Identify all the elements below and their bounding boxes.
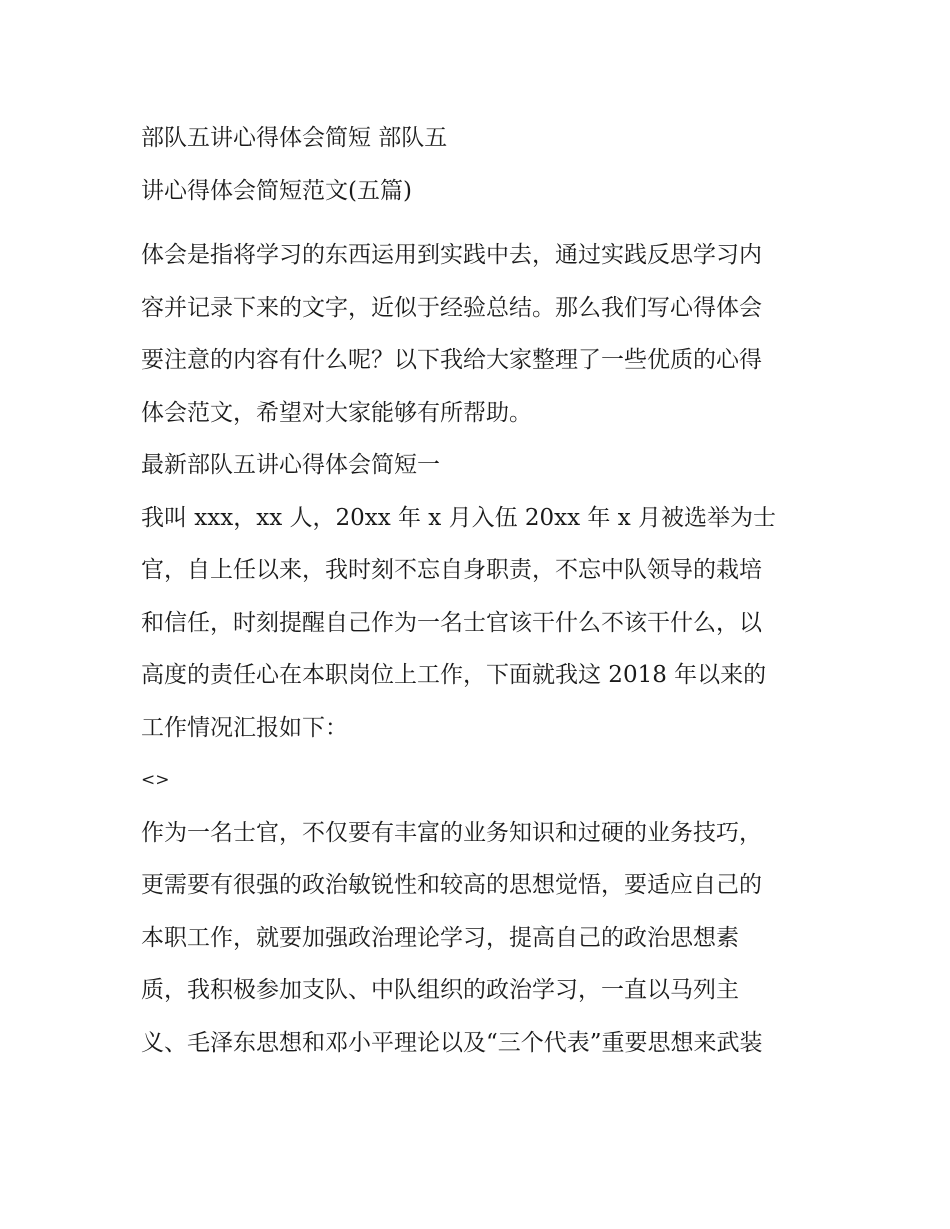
paragraph-line: 体会范文，希望对大家能够有所帮助。 <box>141 399 532 426</box>
section-heading: 最新部队五讲心得体会简短一 <box>141 452 440 478</box>
paragraph-line: 本职工作，就要加强政治理论学习，提高自己的政治思想素 <box>141 924 739 951</box>
paragraph-line: 要注意的内容有什么呢？以下我给大家整理了一些优质的心得 <box>141 347 762 373</box>
document-content <box>141 112 821 1069</box>
paragraph-line: 和信任，时刻提醒自己作为一名士官该干什么不该干什么，以 <box>141 609 762 636</box>
angle-brackets-line: <> <box>141 770 170 790</box>
paragraph-line: 作为一名士官，不仅要有丰富的业务知识和过硬的业务技巧， <box>141 819 762 846</box>
paragraph-line: 高度的责任心在本职岗位上工作，下面就我这 2018 年以来的 <box>141 662 767 688</box>
document-title <box>141 112 821 217</box>
paragraph-line: 质，我积极参加支队、中队组织的政治学习，一直以马列主 <box>141 977 739 1003</box>
paragraph-line: 我叫 xxx，xx 人，20xx 年 x 月入伍 20xx 年 x 月被选举为士 <box>141 504 777 531</box>
title-line: 讲心得体会简短范文(五篇) <box>141 177 412 204</box>
paragraph-line: 更需要有很强的政治敏锐性和较高的思想觉悟，要适应自己的 <box>141 872 762 898</box>
paragraph-line: 义、毛泽东思想和邓小平理论以及“三个代表”重要思想来武装 <box>141 1029 763 1056</box>
paragraph-line: 官，自上任以来，我时刻不忘自身职责，不忘中队领导的栽培 <box>141 557 762 583</box>
title-line: 部队五讲心得体会简短 部队五 <box>141 125 448 151</box>
paragraph-line: 体会是指将学习的东西运用到实践中去，通过实践反思学习内 <box>141 242 762 268</box>
paragraph-line: 容并记录下来的文字，近似于经验总结。那么我们写心得体会 <box>141 294 762 321</box>
document-body <box>141 229 821 1069</box>
paragraph-line: 工作情况汇报如下： <box>141 714 348 741</box>
